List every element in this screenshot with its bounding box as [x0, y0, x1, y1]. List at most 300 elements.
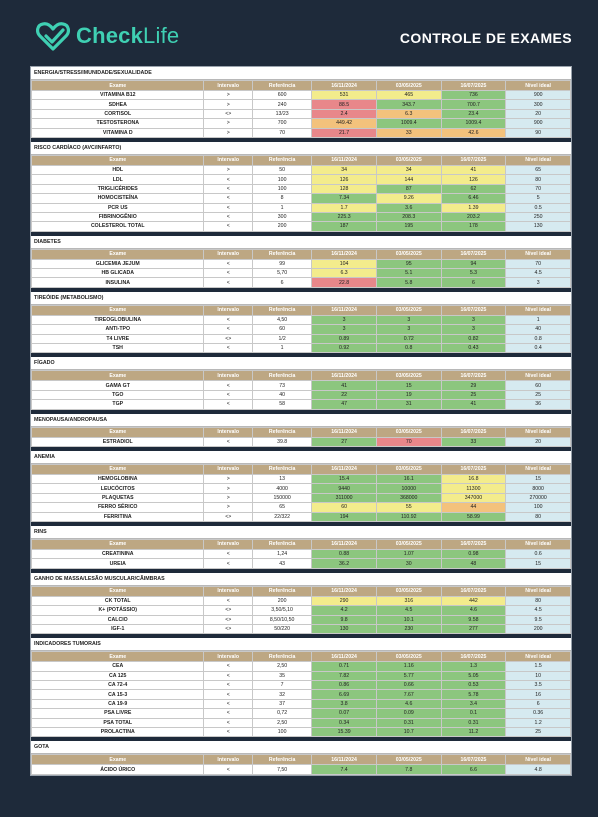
interval-cell: <: [204, 671, 253, 680]
column-header: 03/05/2025: [376, 586, 441, 596]
result-cell: 15.4: [312, 474, 377, 483]
ideal-level-cell: 9.5: [506, 615, 571, 624]
table-header-row: [32, 464, 571, 474]
result-cell: 187: [312, 222, 377, 231]
interval-cell: <: [204, 175, 253, 184]
column-header: 03/05/2025: [376, 652, 441, 662]
result-cell: 343.7: [376, 100, 441, 109]
reference-cell: 2,50: [252, 662, 311, 671]
table-header-row: [32, 755, 571, 765]
ideal-level-cell: 80: [506, 596, 571, 605]
interval-cell: <: [204, 315, 253, 324]
page-title: CONTROLE DE EXAMES: [399, 30, 572, 46]
result-cell: 736: [441, 91, 506, 100]
result-cell: 34: [312, 165, 377, 174]
table-row: [32, 269, 571, 278]
reference-cell: 7,50: [252, 765, 311, 774]
exam-name-cell: K+ (POTÁSSIO): [32, 606, 204, 615]
exam-name-cell: GAMA GT: [32, 381, 204, 390]
exam-name-cell: PROLACTINA: [32, 728, 204, 737]
exam-name-cell: CA 19-9: [32, 699, 204, 708]
result-cell: 442: [441, 596, 506, 605]
result-cell: 95: [376, 259, 441, 268]
result-cell: 531: [312, 91, 377, 100]
result-cell: 277: [441, 624, 506, 633]
result-cell: 9.58: [441, 615, 506, 624]
column-header: 16/07/2025: [441, 464, 506, 474]
result-cell: 1009.4: [441, 119, 506, 128]
result-cell: 4.2: [312, 606, 377, 615]
interval-cell: <: [204, 194, 253, 203]
ideal-level-cell: 250: [506, 212, 571, 221]
result-cell: 0.07: [312, 709, 377, 718]
section-title: RISCO CARDÍACO (AVC/INFARTO): [31, 142, 571, 155]
table-row: [32, 334, 571, 343]
column-header: Exame: [32, 249, 204, 259]
column-header: 16/07/2025: [441, 371, 506, 381]
column-header: Referência: [252, 371, 311, 381]
column-header: Exame: [32, 81, 204, 91]
column-header: Intervalo: [204, 155, 253, 165]
column-header: Nível ideal: [506, 249, 571, 259]
exam-name-cell: PCR US: [32, 203, 204, 212]
column-header: Nível ideal: [506, 427, 571, 437]
result-cell: 6.3: [312, 269, 377, 278]
reference-cell: 1: [252, 203, 311, 212]
result-cell: 0.66: [376, 681, 441, 690]
section-title: FÍGADO: [31, 357, 571, 370]
column-header: 16/11/2024: [312, 586, 377, 596]
column-header: 16/11/2024: [312, 539, 377, 549]
brand-name-life: Life: [143, 23, 180, 48]
interval-cell: <>: [204, 606, 253, 615]
column-header: 03/05/2025: [376, 81, 441, 91]
table-row: [32, 596, 571, 605]
exam-table: [31, 249, 571, 288]
result-cell: 6.46: [441, 194, 506, 203]
column-header: 16/07/2025: [441, 155, 506, 165]
interval-cell: >: [204, 165, 253, 174]
table-row: [32, 503, 571, 512]
ideal-level-cell: 1: [506, 315, 571, 324]
exam-name-cell: TSH: [32, 344, 204, 353]
exam-table: [31, 539, 571, 569]
ideal-level-cell: 25: [506, 390, 571, 399]
reference-cell: 35: [252, 671, 311, 680]
table-row: [32, 222, 571, 231]
exam-name-cell: CALCIO: [32, 615, 204, 624]
ideal-level-cell: 0.6: [506, 549, 571, 558]
reference-cell: 700: [252, 119, 311, 128]
column-header: 16/11/2024: [312, 652, 377, 662]
column-header: Referência: [252, 539, 311, 549]
exam-name-cell: CA 125: [32, 671, 204, 680]
column-header: 03/05/2025: [376, 249, 441, 259]
table-header-row: [32, 81, 571, 91]
result-cell: 3: [312, 315, 377, 324]
result-cell: 21.7: [312, 128, 377, 137]
column-header: Exame: [32, 652, 204, 662]
table-row: [32, 325, 571, 334]
exam-name-cell: FERRO SÉRICO: [32, 503, 204, 512]
table-row: [32, 165, 571, 174]
table-row: [32, 109, 571, 118]
result-cell: 3: [441, 325, 506, 334]
result-cell: 5.3: [441, 269, 506, 278]
result-cell: 44: [441, 503, 506, 512]
result-cell: 25: [441, 390, 506, 399]
reference-cell: 37: [252, 699, 311, 708]
ideal-level-cell: 10: [506, 671, 571, 680]
reference-cell: 40: [252, 390, 311, 399]
column-header: 16/07/2025: [441, 652, 506, 662]
exam-name-cell: TIREOGLOBULINA: [32, 315, 204, 324]
section-title: TIREÓIDE (METABOLISMO): [31, 292, 571, 305]
interval-cell: <: [204, 325, 253, 334]
result-cell: 34: [376, 165, 441, 174]
column-header: 03/05/2025: [376, 305, 441, 315]
table-row: [32, 175, 571, 184]
result-cell: 194: [312, 512, 377, 521]
reference-cell: 150000: [252, 493, 311, 502]
column-header: 16/07/2025: [441, 305, 506, 315]
interval-cell: >: [204, 484, 253, 493]
result-cell: 368000: [376, 493, 441, 502]
exam-name-cell: PSA LIVRE: [32, 709, 204, 718]
ideal-level-cell: 20: [506, 437, 571, 446]
result-cell: 33: [441, 437, 506, 446]
ideal-level-cell: 15: [506, 559, 571, 568]
ideal-level-cell: 80: [506, 175, 571, 184]
column-header: Nível ideal: [506, 371, 571, 381]
exam-table: [31, 754, 571, 774]
interval-cell: <: [204, 728, 253, 737]
result-cell: 5.78: [441, 690, 506, 699]
ideal-level-cell: 60: [506, 381, 571, 390]
ideal-level-cell: 25: [506, 728, 571, 737]
interval-cell: <: [204, 222, 253, 231]
reference-cell: 8,50/10,50: [252, 615, 311, 624]
table-row: [32, 699, 571, 708]
column-header: 16/11/2024: [312, 755, 377, 765]
result-cell: 7.8: [376, 765, 441, 774]
exam-name-cell: HDL: [32, 165, 204, 174]
interval-cell: <: [204, 390, 253, 399]
table-row: [32, 549, 571, 558]
column-header: Referência: [252, 155, 311, 165]
result-cell: 311000: [312, 493, 377, 502]
result-cell: 465: [376, 91, 441, 100]
table-header-row: [32, 371, 571, 381]
ideal-level-cell: 900: [506, 91, 571, 100]
result-cell: 449.42: [312, 119, 377, 128]
reference-cell: 100: [252, 184, 311, 193]
ideal-level-cell: 1.5: [506, 662, 571, 671]
table-row: [32, 484, 571, 493]
result-cell: 31: [376, 400, 441, 409]
ideal-level-cell: 16: [506, 690, 571, 699]
heart-check-icon: [36, 20, 70, 52]
ideal-level-cell: 20: [506, 109, 571, 118]
reference-cell: 4,50: [252, 315, 311, 324]
column-header: Nível ideal: [506, 755, 571, 765]
result-cell: 3.6: [376, 203, 441, 212]
interval-cell: <: [204, 709, 253, 718]
interval-cell: >: [204, 100, 253, 109]
column-header: 03/05/2025: [376, 464, 441, 474]
table-row: [32, 184, 571, 193]
result-cell: 9.26: [376, 194, 441, 203]
column-header: Referência: [252, 81, 311, 91]
interval-cell: <>: [204, 624, 253, 633]
ideal-level-cell: 0.4: [506, 344, 571, 353]
table-row: [32, 765, 571, 774]
exam-name-cell: VITAMINA B12: [32, 91, 204, 100]
reference-cell: 0,72: [252, 709, 311, 718]
table-row: [32, 512, 571, 521]
result-cell: 1.39: [441, 203, 506, 212]
section-title: INDICADORES TUMORAIS: [31, 638, 571, 651]
column-header: 16/07/2025: [441, 427, 506, 437]
interval-cell: <: [204, 381, 253, 390]
interval-cell: >: [204, 474, 253, 483]
ideal-level-cell: 130: [506, 222, 571, 231]
exam-table: [31, 464, 571, 522]
result-cell: 62: [441, 184, 506, 193]
reference-cell: 5,70: [252, 269, 311, 278]
column-header: Referência: [252, 249, 311, 259]
exam-name-cell: FERRITINA: [32, 512, 204, 521]
result-cell: 5.1: [376, 269, 441, 278]
result-cell: 0.92: [312, 344, 377, 353]
ideal-level-cell: 0.5: [506, 203, 571, 212]
interval-cell: <: [204, 259, 253, 268]
result-cell: 19: [376, 390, 441, 399]
table-row: [32, 259, 571, 268]
interval-cell: <: [204, 718, 253, 727]
reference-cell: 4000: [252, 484, 311, 493]
result-cell: 48: [441, 559, 506, 568]
table-row: [32, 194, 571, 203]
table-row: [32, 718, 571, 727]
column-header: Intervalo: [204, 586, 253, 596]
result-cell: 3.4: [441, 699, 506, 708]
result-cell: 1.16: [376, 662, 441, 671]
exam-name-cell: PLAQUETAS: [32, 493, 204, 502]
exam-table: [31, 80, 571, 138]
column-header: 16/07/2025: [441, 755, 506, 765]
column-header: Exame: [32, 464, 204, 474]
column-header: Nível ideal: [506, 305, 571, 315]
result-cell: 230: [376, 624, 441, 633]
result-cell: 0.43: [441, 344, 506, 353]
column-header: 16/11/2024: [312, 155, 377, 165]
result-cell: 0.09: [376, 709, 441, 718]
result-cell: 126: [312, 175, 377, 184]
column-header: 16/11/2024: [312, 371, 377, 381]
exam-table: [31, 155, 571, 232]
reference-cell: 200: [252, 596, 311, 605]
table-row: [32, 278, 571, 287]
reference-cell: 1,24: [252, 549, 311, 558]
interval-cell: <: [204, 662, 253, 671]
table-row: [32, 100, 571, 109]
result-cell: 178: [441, 222, 506, 231]
interval-cell: <: [204, 203, 253, 212]
table-header-row: [32, 305, 571, 315]
column-header: Nível ideal: [506, 464, 571, 474]
result-cell: 27: [312, 437, 377, 446]
interval-cell: <: [204, 269, 253, 278]
exam-name-cell: ESTRADIOL: [32, 437, 204, 446]
exam-name-cell: SDHEA: [32, 100, 204, 109]
ideal-level-cell: 100: [506, 503, 571, 512]
table-row: [32, 390, 571, 399]
result-cell: 347000: [441, 493, 506, 502]
exam-name-cell: CA 72-4: [32, 681, 204, 690]
brand-name: [76, 23, 179, 49]
interval-cell: >: [204, 493, 253, 502]
exam-name-cell: LDL: [32, 175, 204, 184]
reference-cell: 1: [252, 344, 311, 353]
result-cell: 3: [376, 315, 441, 324]
reference-cell: 50: [252, 165, 311, 174]
exam-name-cell: CREATININA: [32, 549, 204, 558]
reference-cell: 58: [252, 400, 311, 409]
interval-cell: <: [204, 344, 253, 353]
interval-cell: >: [204, 91, 253, 100]
table-row: [32, 315, 571, 324]
reference-cell: 39.8: [252, 437, 311, 446]
interval-cell: <: [204, 690, 253, 699]
ideal-level-cell: 36: [506, 400, 571, 409]
exam-name-cell: T4 LIVRE: [32, 334, 204, 343]
exam-name-cell: GLICEMIA JEJUM: [32, 259, 204, 268]
exam-name-cell: VITAMINA D: [32, 128, 204, 137]
exam-name-cell: HEMOGLOBINA: [32, 474, 204, 483]
result-cell: 41: [441, 165, 506, 174]
result-cell: 11.2: [441, 728, 506, 737]
brand-logo: [36, 20, 179, 52]
section-title: DIABETES: [31, 236, 571, 249]
table-row: [32, 606, 571, 615]
section-title: RINS: [31, 526, 571, 539]
table-row: [32, 400, 571, 409]
interval-cell: <>: [204, 109, 253, 118]
result-cell: 1009.4: [376, 119, 441, 128]
section-title: MENOPAUSA/ANDROPAUSA: [31, 414, 571, 427]
result-cell: 2.4: [312, 109, 377, 118]
reference-cell: 22/322: [252, 512, 311, 521]
column-header: Referência: [252, 652, 311, 662]
table-row: [32, 493, 571, 502]
column-header: 16/11/2024: [312, 305, 377, 315]
result-cell: 36.2: [312, 559, 377, 568]
result-cell: 0.31: [376, 718, 441, 727]
interval-cell: <: [204, 400, 253, 409]
page-header: [0, 0, 598, 62]
interval-cell: <: [204, 699, 253, 708]
result-cell: 3: [441, 315, 506, 324]
result-cell: 0.34: [312, 718, 377, 727]
exam-name-cell: TGP: [32, 400, 204, 409]
result-cell: 15: [376, 381, 441, 390]
exam-name-cell: TRIGLICÉRIDES: [32, 184, 204, 193]
reference-cell: 60: [252, 325, 311, 334]
interval-cell: <: [204, 184, 253, 193]
column-header: Exame: [32, 755, 204, 765]
result-cell: 16.1: [376, 474, 441, 483]
result-cell: 130: [312, 624, 377, 633]
column-header: Nível ideal: [506, 81, 571, 91]
result-cell: 3: [376, 325, 441, 334]
result-cell: 23.4: [441, 109, 506, 118]
column-header: 16/11/2024: [312, 81, 377, 91]
result-cell: 4.6: [441, 606, 506, 615]
exam-sheet: [30, 66, 572, 776]
brand-name-check: Check: [76, 23, 144, 48]
exam-table: [31, 305, 571, 354]
result-cell: 5.8: [376, 278, 441, 287]
result-cell: 4.5: [376, 606, 441, 615]
column-header: Intervalo: [204, 427, 253, 437]
column-header: 03/05/2025: [376, 539, 441, 549]
ideal-level-cell: 200: [506, 624, 571, 633]
result-cell: 0.72: [376, 334, 441, 343]
result-cell: 60: [312, 503, 377, 512]
section-title: ANEMIA: [31, 451, 571, 464]
ideal-level-cell: 270000: [506, 493, 571, 502]
column-header: Exame: [32, 305, 204, 315]
reference-cell: 32: [252, 690, 311, 699]
reference-cell: 240: [252, 100, 311, 109]
result-cell: 5.05: [441, 671, 506, 680]
exam-name-cell: PSA TOTAL: [32, 718, 204, 727]
result-cell: 3.8: [312, 699, 377, 708]
ideal-level-cell: 90: [506, 128, 571, 137]
column-header: Nível ideal: [506, 155, 571, 165]
exam-name-cell: UREIA: [32, 559, 204, 568]
result-cell: 10.1: [376, 615, 441, 624]
table-row: [32, 559, 571, 568]
table-row: [32, 728, 571, 737]
exam-name-cell: HOMOCISTEÍNA: [32, 194, 204, 203]
result-cell: 5.77: [376, 671, 441, 680]
result-cell: 290: [312, 596, 377, 605]
table-header-row: [32, 155, 571, 165]
ideal-level-cell: 5: [506, 194, 571, 203]
column-header: 16/07/2025: [441, 249, 506, 259]
column-header: 16/07/2025: [441, 539, 506, 549]
column-header: Nível ideal: [506, 586, 571, 596]
result-cell: 87: [376, 184, 441, 193]
table-row: [32, 671, 571, 680]
ideal-level-cell: 3: [506, 278, 571, 287]
reference-cell: 6: [252, 278, 311, 287]
column-header: 16/11/2024: [312, 427, 377, 437]
ideal-level-cell: 0.8: [506, 334, 571, 343]
table-row: [32, 212, 571, 221]
exam-name-cell: CA 15-3: [32, 690, 204, 699]
exam-table: [31, 370, 571, 409]
reference-cell: 13/23: [252, 109, 311, 118]
column-header: Intervalo: [204, 305, 253, 315]
result-cell: 70: [376, 437, 441, 446]
result-cell: 6.69: [312, 690, 377, 699]
column-header: Intervalo: [204, 652, 253, 662]
column-header: Intervalo: [204, 249, 253, 259]
reference-cell: 13: [252, 474, 311, 483]
